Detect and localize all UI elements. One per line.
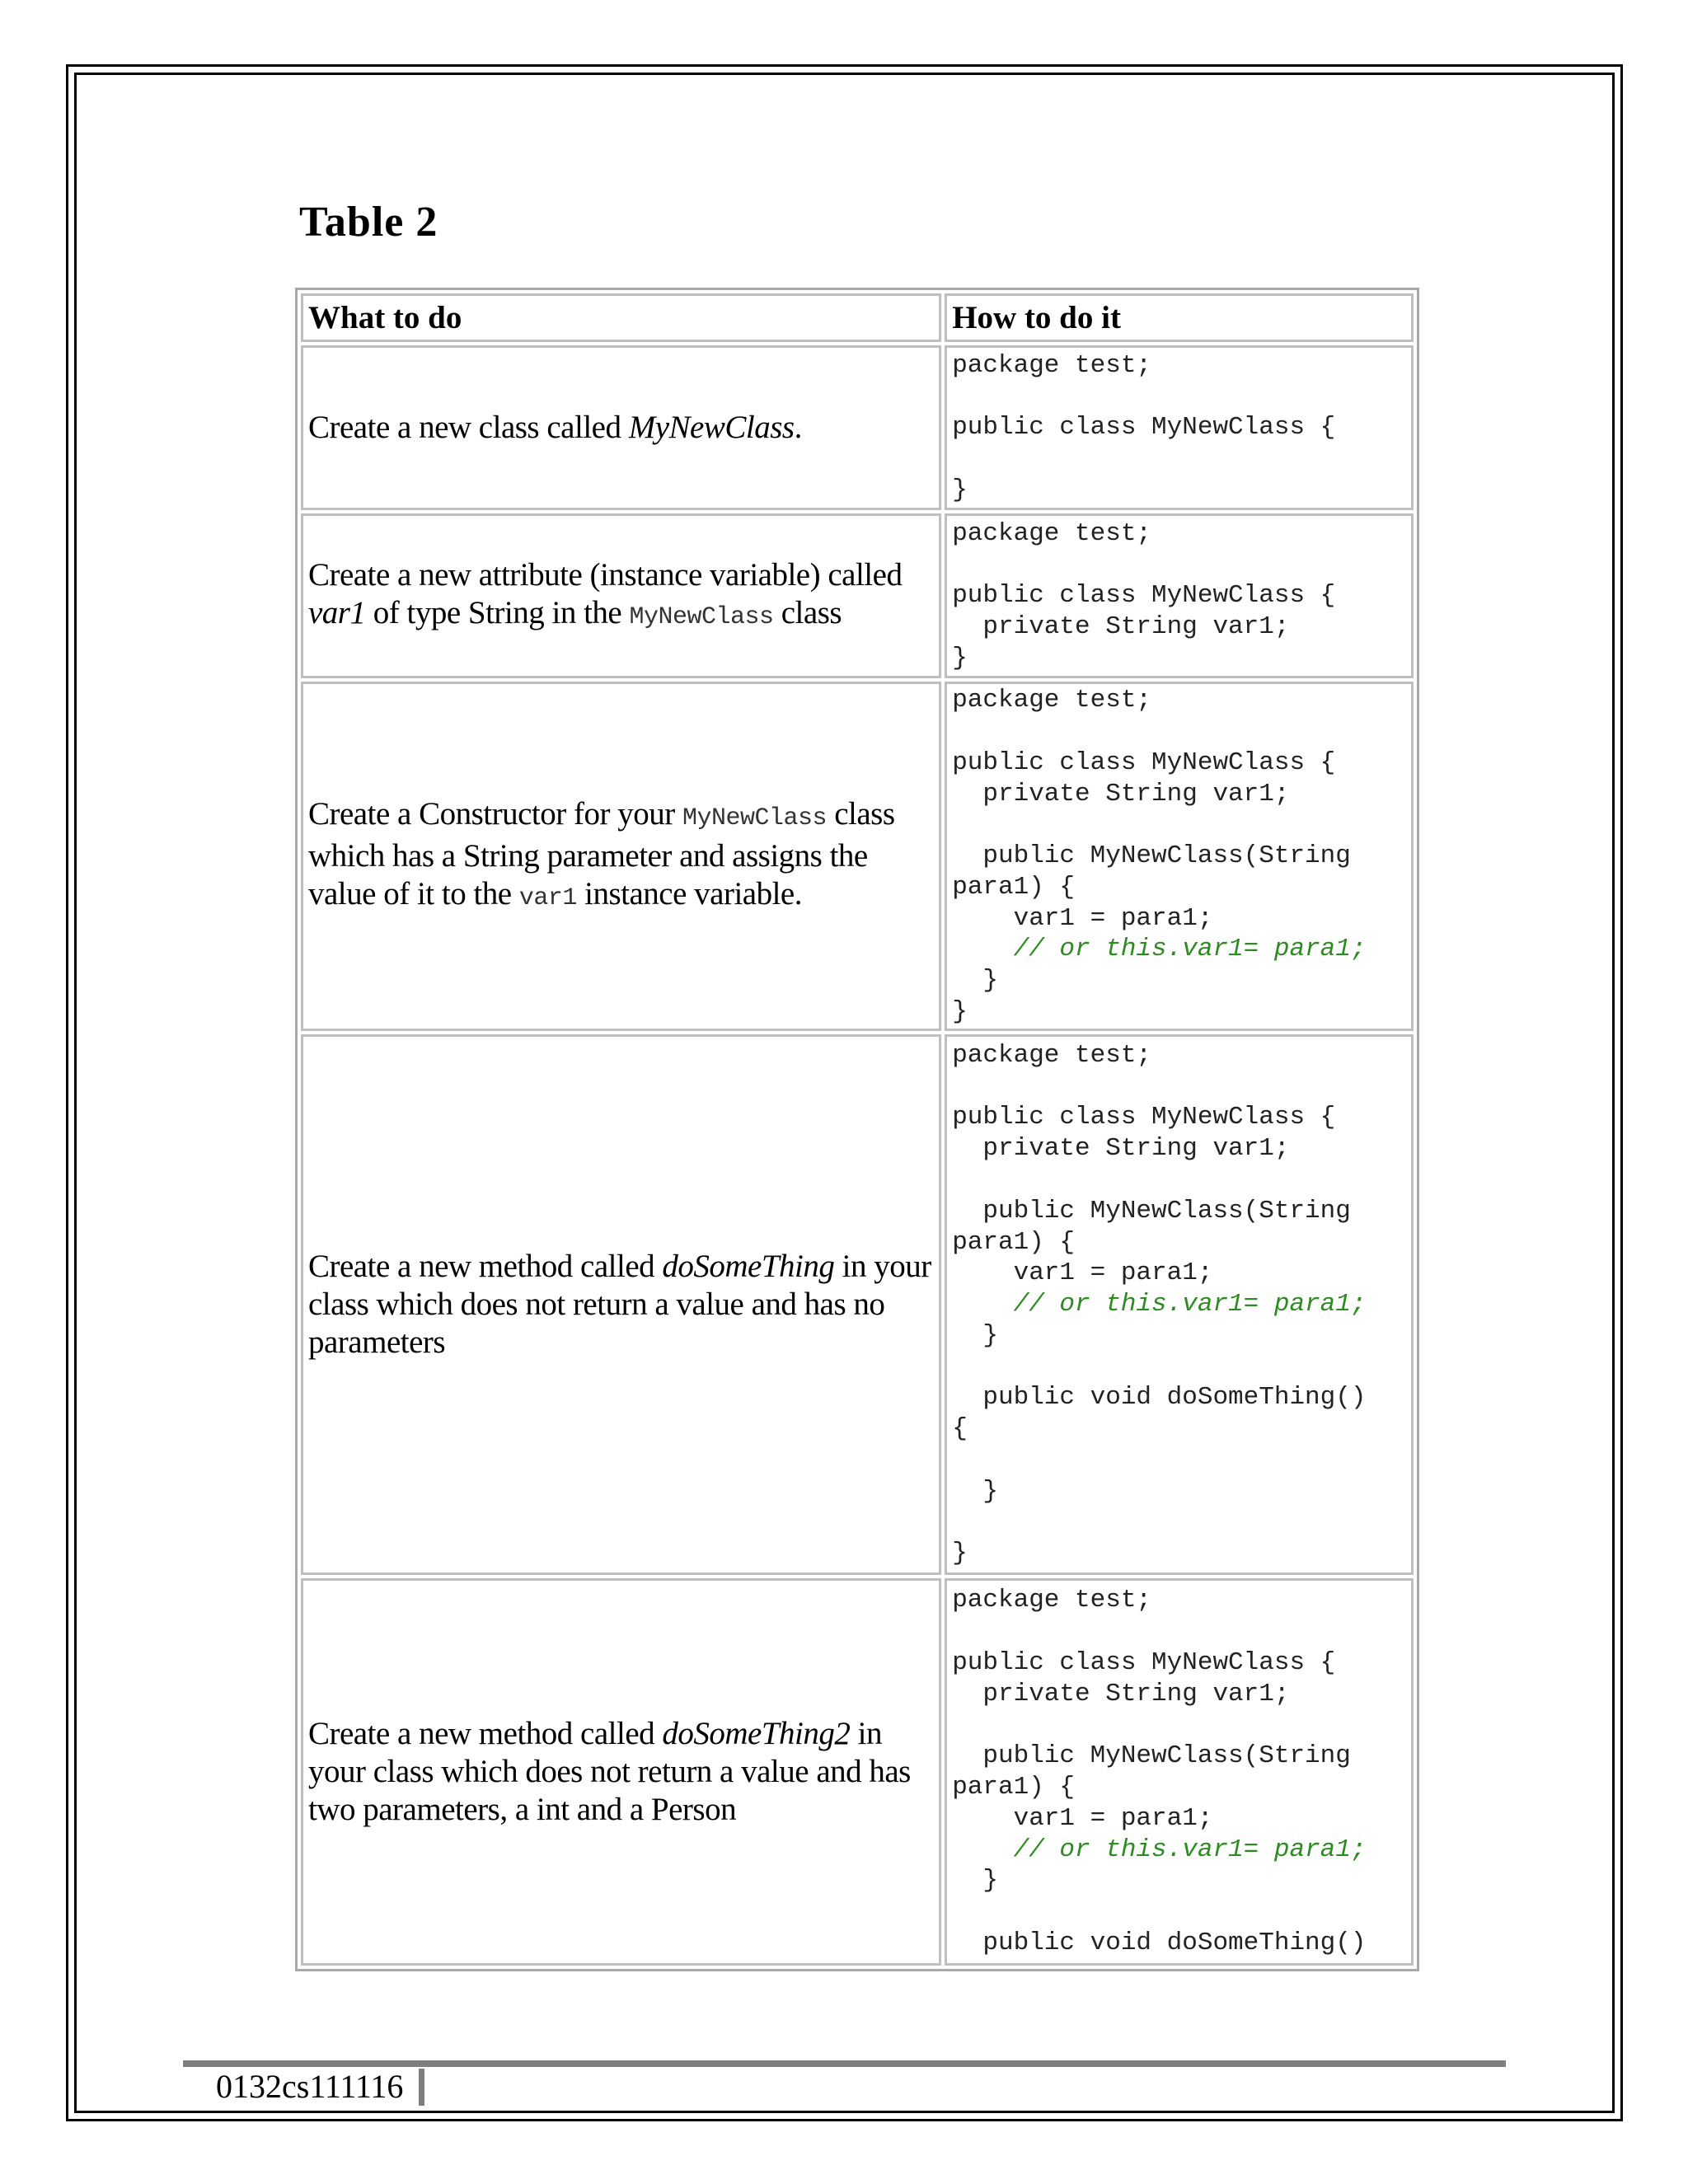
code-comment: // or this.var1= para1; [1013,935,1367,964]
code-text: package test; public class MyNewClass { private String var1; public MyNewClass(String para1) { var1 = para1; [952,1040,1351,1288]
code-example [945,513,1414,678]
code-term: MyNewClass [629,602,774,631]
description-text: Create a new attribute (instance variable) called [308,556,903,593]
code-term: var1 [518,884,577,912]
task-description [301,682,941,1031]
code-comment: // or this.var1= para1; [1013,1290,1367,1319]
table-row [301,1578,1414,1966]
description-text: . [794,410,802,445]
table-row [301,682,1414,1031]
description-text: Create a new method called [308,1716,663,1751]
description-text: Create a new method called [308,1249,663,1284]
header-what-to-do: What to do [301,293,941,342]
description-text: instance variable. [576,876,802,912]
code-example [945,1578,1414,1966]
code-example [945,1034,1414,1575]
table-header-row [301,293,1414,342]
code-text: package test; public class MyNewClass { private String var1; public MyNewClass(String para1) { var1 = para1; [952,686,1351,933]
code-comment: // or this.var1= para1; [1013,1835,1367,1864]
code-text: package test; public class MyNewClass { private String var1; public MyNewClass(String para1) { var1 = para1; [952,1586,1351,1833]
description-text: in your class which does not return a value and has two parameters, a int and a Person [308,1716,911,1827]
code-text: package test; public class MyNewClass { private String var1; } [952,518,1336,673]
description-text: in your class which does not return a value and has no parameters [308,1249,931,1360]
code-text: } } [952,966,998,1027]
italic-term: var1 [308,594,366,630]
footer-document-id: 0132cs111116 [216,2068,404,2105]
header-how-to-do-it: How to do it [945,293,1414,342]
code-block [952,518,1406,674]
footer-rule [183,2060,1506,2067]
task-description [301,513,941,678]
italic-term: doSomeThing2 [662,1716,851,1751]
code-text: package test; public class MyNewClass { } [952,350,1336,504]
description-text: class which has a String parameter and assigns the value of it to the [308,796,895,912]
code-block [952,1040,1406,1570]
footer-separator [419,2069,424,2106]
task-description [301,1034,941,1575]
instructions-table [295,288,1419,1971]
table-row [301,1034,1414,1575]
table-row [301,345,1414,510]
code-term: MyNewClass [682,804,827,832]
code-example [945,682,1414,1031]
task-description [301,1578,941,1966]
description-text: of type String in the [365,594,630,630]
table-title: Table 2 [299,199,438,246]
table-row [301,513,1414,678]
description-text: Create a new class called [308,410,629,445]
description-text: Create a Constructor for your [308,796,682,832]
code-block [952,685,1406,1028]
task-description [301,345,941,510]
italic-term: MyNewClass [628,410,795,445]
code-text: } public void doSomeThing() [982,1866,1367,1957]
code-block [952,1585,1406,1959]
code-block [952,350,1406,506]
italic-term: doSomeThing [662,1249,835,1284]
code-text: } public void doSomeThing() { } } [952,1320,1367,1568]
description-text: class [773,594,842,630]
code-example [945,345,1414,510]
